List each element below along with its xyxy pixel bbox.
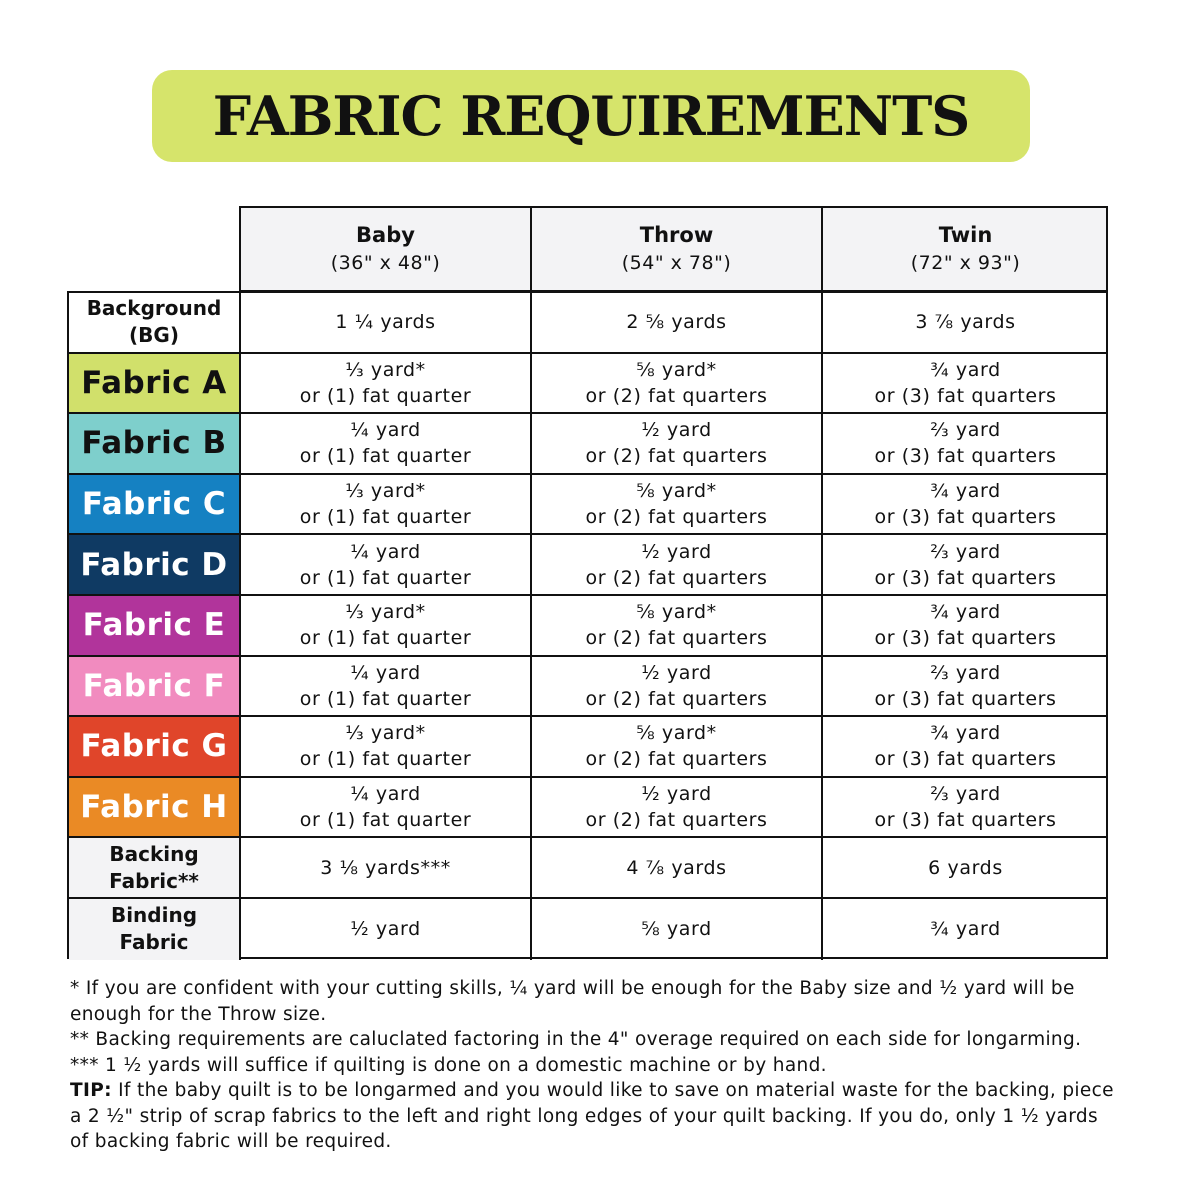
table-cell [241, 354, 532, 413]
row-label-text: Backing [109, 841, 199, 866]
cell-text: ¼ yard [350, 661, 421, 684]
cell-text: 3 ⅞ yards [915, 311, 1016, 334]
cell-text: ⅓ yard* [345, 358, 426, 381]
table-row [69, 838, 1106, 899]
cell-text: ⅔ yard [930, 419, 1001, 442]
cell-text: or (1) fat quarter [299, 809, 472, 832]
table-row [69, 475, 1106, 536]
table-cell [241, 838, 532, 897]
column-name: Throw [639, 223, 714, 247]
row-label [69, 657, 241, 716]
cell-text: ½ yard [641, 661, 712, 684]
cell-text: ½ yard [641, 783, 712, 806]
table-cell [823, 354, 1108, 413]
column-dimensions: (36" x 48") [330, 252, 441, 274]
cell-text: or (2) fat quarters [585, 445, 768, 468]
cell-text: or (3) fat quarters [874, 809, 1057, 832]
cell-text: or (2) fat quarters [585, 809, 768, 832]
table-row [69, 535, 1106, 596]
row-label-text: Binding [110, 903, 198, 928]
table-row [69, 596, 1106, 657]
cell-text: 3 ⅛ yards*** [320, 856, 451, 879]
table-cell [241, 717, 532, 776]
row-label-text: Fabric D [80, 546, 228, 583]
cell-text: or (2) fat quarters [585, 506, 768, 529]
cell-text: or (3) fat quarters [874, 687, 1057, 710]
table-cell [532, 838, 823, 897]
cell-text: ½ yard [641, 419, 712, 442]
row-label [69, 535, 241, 594]
table-cell [241, 475, 532, 534]
column-name: Baby [356, 223, 415, 247]
cell-text: or (1) fat quarter [299, 748, 472, 771]
cell-text: or (1) fat quarter [299, 506, 472, 529]
cell-text: or (1) fat quarter [299, 445, 472, 468]
cell-text: ¼ yard [350, 540, 421, 563]
row-label [69, 354, 241, 413]
table-cell [241, 778, 532, 837]
cell-text: or (2) fat quarters [585, 748, 768, 771]
table-cell [532, 899, 823, 960]
row-label [69, 899, 241, 960]
cell-text: ⅝ yard* [636, 480, 717, 503]
table-cell [241, 596, 532, 655]
cell-text: 2 ⅝ yards [626, 311, 727, 334]
cell-text: ⅝ yard* [636, 358, 717, 381]
row-label-text: Fabric H [80, 789, 228, 826]
cell-text: ⅝ yard [641, 918, 712, 941]
table-cell [823, 657, 1108, 716]
row-label-text: Fabric C [81, 486, 227, 523]
table-cell [532, 535, 823, 594]
row-label [69, 475, 241, 534]
cell-text: or (1) fat quarter [299, 566, 472, 589]
table-cell [823, 596, 1108, 655]
table-cell [823, 414, 1108, 473]
row-label-text: Fabric B [81, 425, 227, 462]
page-title: FABRIC REQUIREMENTS [212, 84, 970, 148]
footnote-3: *** 1 ½ yards will suffice if quilting is done on a domestic machine or by hand. [70, 1054, 827, 1076]
table-cell [241, 535, 532, 594]
cell-text: or (2) fat quarters [585, 687, 768, 710]
cell-text: or (2) fat quarters [585, 627, 768, 650]
row-label-text: Fabric A [81, 364, 227, 401]
row-label-text: Fabric G [80, 728, 228, 765]
requirements-table [67, 291, 1108, 959]
cell-text: or (3) fat quarters [874, 748, 1057, 771]
cell-text: ⅓ yard* [345, 601, 426, 624]
table-cell [532, 596, 823, 655]
cell-text: ¾ yard [930, 601, 1001, 624]
cell-text: 6 yards [928, 856, 1003, 879]
table-cell [241, 899, 532, 960]
table-row [69, 778, 1106, 839]
cell-text: or (3) fat quarters [874, 627, 1057, 650]
table-row [69, 899, 1106, 960]
table-cell [532, 293, 823, 352]
row-label [69, 596, 241, 655]
table-row [69, 354, 1106, 415]
cell-text: or (3) fat quarters [874, 566, 1057, 589]
table-cell [532, 475, 823, 534]
table-row [69, 657, 1106, 718]
tip [70, 1078, 1120, 1155]
footnote-1: * If you are confident with your cutting skills, ¼ yard will be enough for the Baby size and ½ yard will be enough for the Throw size. [70, 978, 1075, 1025]
cell-text: or (1) fat quarter [299, 627, 472, 650]
table-cell [241, 414, 532, 473]
tip-label: TIP: [70, 1080, 112, 1101]
column-name: Twin [938, 223, 993, 247]
table-cell [823, 899, 1108, 960]
table-cell [823, 293, 1108, 352]
row-label [69, 414, 241, 473]
row-label-text: (BG) [129, 323, 179, 348]
title-banner [152, 70, 1030, 162]
cell-text: or (2) fat quarters [585, 384, 768, 407]
cell-text: or (2) fat quarters [585, 566, 768, 589]
table-cell [532, 354, 823, 413]
cell-text: ¾ yard [930, 722, 1001, 745]
table-cell [532, 717, 823, 776]
cell-text: 4 ⅞ yards [626, 856, 727, 879]
table-cell [241, 657, 532, 716]
row-label-text: Fabric [119, 930, 189, 955]
cell-text: ¾ yard [930, 480, 1001, 503]
cell-text: or (1) fat quarter [299, 384, 472, 407]
cell-text: ⅓ yard* [345, 722, 426, 745]
table-row [69, 717, 1106, 778]
cell-text: or (3) fat quarters [874, 445, 1057, 468]
footnote-2: ** Backing requirements are caluclated factoring in the 4" overage required on each side for longarming. [70, 1029, 1082, 1050]
column-dimensions: (72" x 93") [910, 252, 1021, 274]
tip-text: If the baby quilt is to be longarmed and you would like to save on material waste for the backing, piece a 2 ½" strip of scrap fabrics to the left and right long edges of your quilt backing. If you do, only 1 ½ yards of backing fabric will be required. [70, 1080, 1114, 1152]
cell-text: ¾ yard [930, 358, 1001, 381]
cell-text: ½ yard [350, 918, 421, 941]
row-label [69, 838, 241, 897]
cell-text: ¼ yard [350, 783, 421, 806]
column-dimensions: (54" x 78") [621, 252, 732, 274]
table-cell [823, 778, 1108, 837]
footnotes [70, 976, 1120, 1155]
cell-text: ⅓ yard* [345, 480, 426, 503]
row-label-text: Background [86, 296, 222, 321]
row-label-text: Fabric F [82, 667, 226, 704]
row-label [69, 778, 241, 837]
table-cell [823, 475, 1108, 534]
cell-text: ⅔ yard [930, 540, 1001, 563]
cell-text: or (3) fat quarters [874, 506, 1057, 529]
cell-text: or (1) fat quarter [299, 687, 472, 710]
table-row [69, 293, 1106, 354]
cell-text: ⅝ yard* [636, 722, 717, 745]
row-label-text: Fabric E [82, 607, 226, 644]
cell-text: 1 ¼ yards [335, 311, 436, 334]
column-header-twin [823, 208, 1108, 290]
row-label [69, 717, 241, 776]
table-cell [823, 535, 1108, 594]
cell-text: ½ yard [641, 540, 712, 563]
cell-text: or (3) fat quarters [874, 384, 1057, 407]
cell-text: ⅔ yard [930, 661, 1001, 684]
row-label-text: Fabric** [109, 868, 199, 893]
table-cell [823, 838, 1108, 897]
row-label [69, 293, 241, 352]
table-cell [823, 717, 1108, 776]
cell-text: ¾ yard [930, 918, 1001, 941]
table-cell [241, 293, 532, 352]
table-header [239, 206, 1108, 292]
table-cell [532, 414, 823, 473]
cell-text: ¼ yard [350, 419, 421, 442]
table-row [69, 414, 1106, 475]
column-header-baby [241, 208, 532, 290]
cell-text: ⅝ yard* [636, 601, 717, 624]
cell-text: ⅔ yard [930, 783, 1001, 806]
column-header-throw [532, 208, 823, 290]
table-cell [532, 778, 823, 837]
table-cell [532, 657, 823, 716]
